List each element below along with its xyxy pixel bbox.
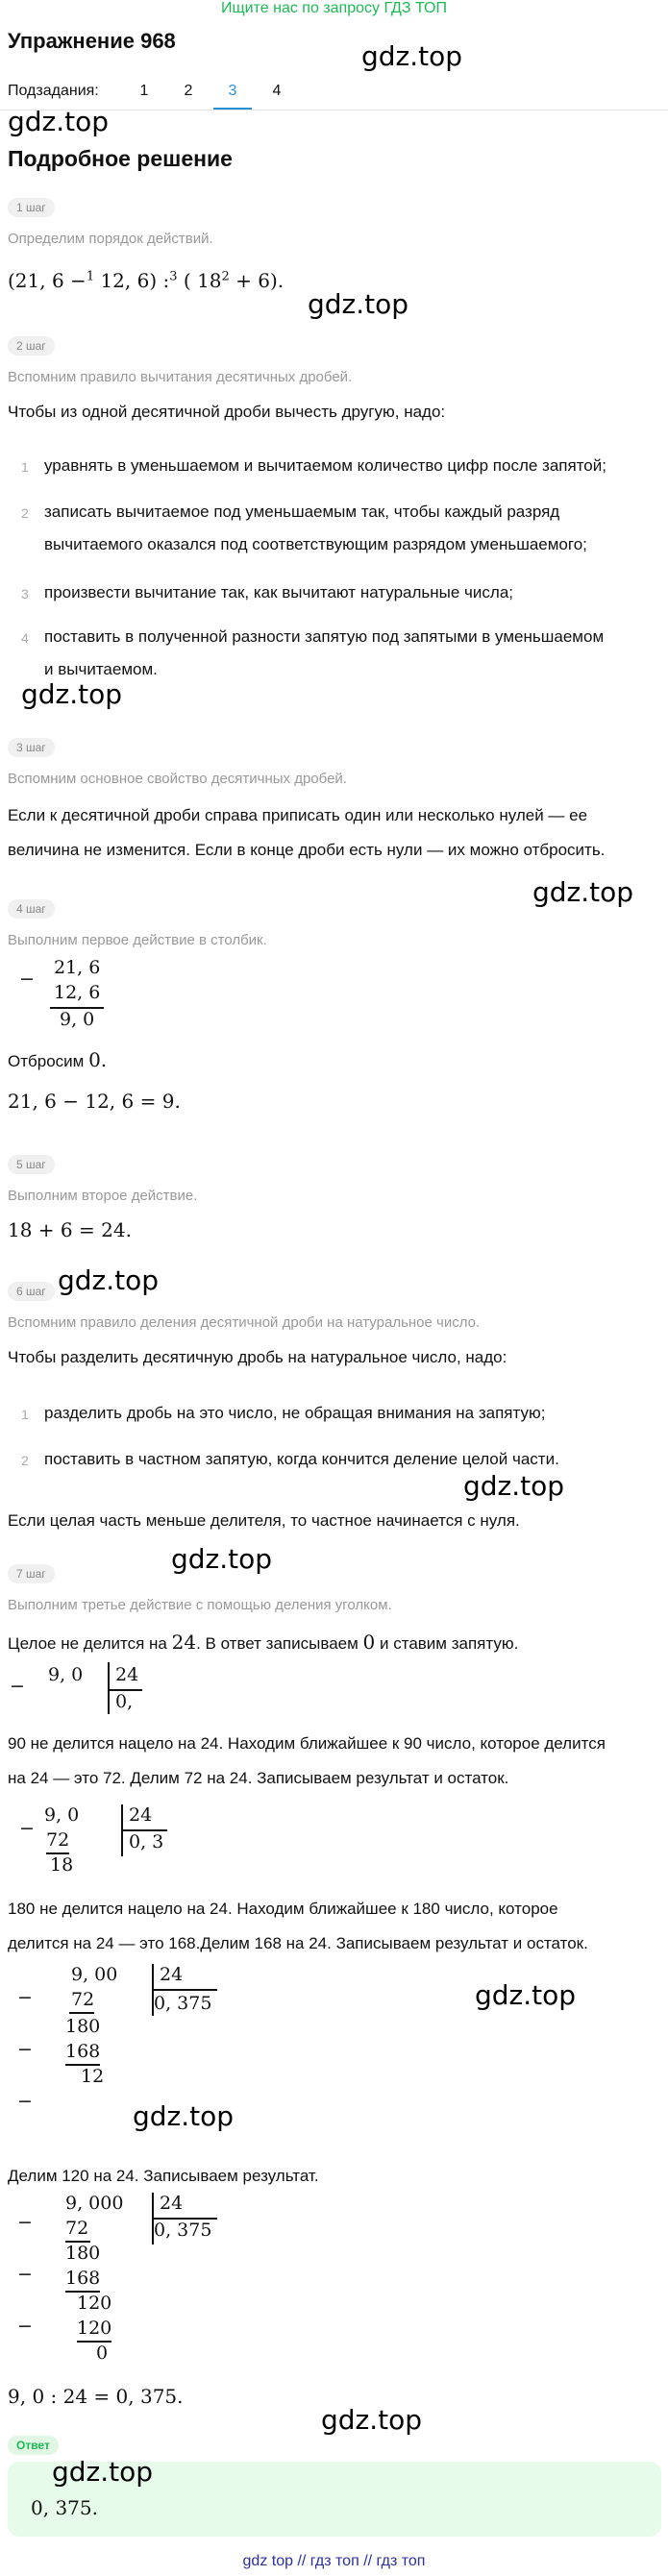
column-result: 9, 0	[60, 1009, 95, 1030]
subtasks-label: Подзадания:	[8, 83, 99, 99]
watermark: gdz.top	[475, 1979, 577, 2011]
watermark: gdz.top	[532, 876, 634, 908]
minus-sign: −	[17, 2212, 33, 2233]
expr-part: (	[183, 269, 191, 292]
watermark: gdz.top	[321, 2404, 423, 2436]
expr-part: + 6).	[235, 269, 285, 292]
paragraph: делится на 24 — это 168.Делим 168 на 24. Записываем результат и остаток.	[8, 1934, 588, 1952]
step-badge: 3 шаг	[8, 738, 55, 757]
step-badge: 6 шаг	[8, 1282, 55, 1301]
number: 24	[171, 1631, 197, 1654]
order-mark: 1	[86, 269, 95, 284]
dividend: 9, 0	[44, 1804, 80, 1826]
dividend: 9, 000	[65, 2193, 124, 2214]
dividend: 9, 0	[48, 1664, 84, 1685]
expr-part: 12, 6) :	[100, 269, 170, 292]
minus-sign: −	[19, 1818, 35, 1839]
subtrahend: 72	[71, 1989, 95, 2010]
section-title: Подробное решение	[8, 146, 233, 171]
divisor: 24	[115, 1664, 139, 1685]
subtask-tab-2[interactable]: 2	[184, 83, 193, 99]
paragraph: 180 не делится нацело на 24. Находим ближайшее к 180 число, которое	[8, 1900, 558, 1918]
subtrahend: 72	[46, 1829, 70, 1851]
quotient: 0,	[115, 1691, 134, 1712]
quotient: 0, 375	[154, 2220, 212, 2241]
divisor: 24	[129, 1804, 153, 1826]
remainder: 18	[50, 1854, 74, 1876]
quotient: 0, 3	[129, 1831, 164, 1852]
list-item: и вычитаемом.	[44, 660, 158, 678]
step-badge: 4 шаг	[8, 899, 55, 919]
remainder: 120	[77, 2293, 112, 2314]
minus-sign: −	[17, 2091, 33, 2112]
watermark: gdz.top	[52, 2456, 154, 2488]
remainder: 12	[81, 2066, 105, 2087]
step-result: 21, 6 − 12, 6 = 9.	[8, 1090, 181, 1113]
list-number: 4	[21, 630, 29, 646]
subtrahend: 168	[65, 2268, 101, 2289]
step-hint: Вспомним правило вычитания десятичных дробей.	[8, 369, 353, 385]
step-hint: Вспомним основное свойство десятичных дробей.	[8, 771, 347, 787]
watermark: gdz.top	[133, 2100, 235, 2132]
list-item: записать вычитаемое под уменьшаемым так, чтобы каждый разряд	[44, 503, 560, 521]
step-hint: Выполним первое действие в столбик.	[8, 932, 267, 948]
top-banner-link[interactable]: Ищите нас по запросу ГДЗ ТОП	[221, 0, 447, 16]
remainder: 180	[65, 2243, 101, 2264]
minus-sign: −	[10, 1676, 25, 1697]
subtask-tab-1[interactable]: 1	[139, 83, 149, 99]
paragraph: 90 не делится нацело на 24. Находим ближайшее к 90 число, которое делится	[8, 1734, 606, 1753]
division-line	[154, 1989, 217, 1991]
watermark: gdz.top	[361, 40, 463, 72]
step-badge: 7 шаг	[8, 1564, 55, 1583]
remainder: 180	[65, 2016, 101, 2037]
subtrahend: 72	[65, 2218, 89, 2239]
minus-sign: −	[17, 2039, 33, 2060]
quotient: 0, 375	[154, 1993, 212, 2014]
watermark: gdz.top	[21, 678, 123, 710]
text: и ставим запятую.	[380, 1634, 519, 1653]
list-item: произвести вычитание так, как вычитают натуральные числа;	[44, 583, 513, 601]
list-number: 2	[21, 1453, 29, 1468]
list-item: поставить в частном запятую, когда кончится деление целой части.	[44, 1450, 559, 1468]
watermark: gdz.top	[171, 1543, 273, 1575]
note-text	[8, 1043, 661, 1078]
rule-intro: Чтобы разделить десятичную дробь на натуральное число, надо:	[8, 1348, 507, 1366]
paragraph	[8, 1626, 661, 1660]
step-result: 9, 0 : 24 = 0, 375.	[8, 2385, 184, 2408]
step-result: 18 + 6 = 24.	[8, 1218, 132, 1241]
dividend: 9, 00	[71, 1964, 118, 1985]
expr-part: 18	[197, 269, 222, 292]
subtrahend: 120	[77, 2318, 112, 2339]
divisor: 24	[160, 2193, 184, 2214]
order-mark: 3	[169, 269, 178, 284]
watermark: gdz.top	[308, 288, 409, 320]
list-number: 3	[21, 586, 29, 601]
minus-sign: −	[17, 2316, 33, 2337]
remainder: 0	[96, 2343, 109, 2364]
rule-intro: Чтобы из одной десятичной дроби вычесть другую, надо:	[8, 403, 446, 421]
step-badge: 2 шаг	[8, 336, 55, 356]
order-mark: 2	[221, 269, 230, 284]
paragraph: Делим 120 на 24. Записываем результат.	[8, 2167, 319, 2185]
number: 0	[362, 1631, 376, 1654]
step-hint: Выполним третье действие с помощью деления уголком.	[8, 1597, 392, 1613]
list-item: уравнять в уменьшаемом и вычитаемом количество цифр после запятой;	[44, 456, 606, 475]
step-hint: Вспомним правило деления десятичной дроби на натуральное число.	[8, 1314, 481, 1331]
list-item: вычитаемого оказался под соответствующим разрядом уменьшаемого;	[44, 535, 587, 553]
footer-links[interactable]: gdz top // гдз топ // гдз топ	[242, 2553, 426, 2569]
subtrahend: 168	[65, 2041, 101, 2062]
page-title: Упражнение 968	[8, 29, 176, 53]
list-item: поставить в полученной разности запятую под запятыми в уменьшаемом	[44, 627, 605, 646]
watermark: gdz.top	[463, 1470, 565, 1502]
subtask-tab-4[interactable]: 4	[272, 83, 282, 99]
list-item: разделить дробь на это число, не обращая внимания на запятую;	[44, 1404, 546, 1422]
expr-part: (21, 6 −	[8, 269, 87, 292]
divisor: 24	[160, 1964, 184, 1985]
step-hint: Выполним второе действие.	[8, 1188, 198, 1204]
step-hint: Определим порядок действий.	[8, 231, 213, 247]
step-badge: 5 шаг	[8, 1155, 55, 1174]
answer-badge: Ответ	[8, 2436, 59, 2455]
list-number: 1	[21, 1407, 29, 1422]
step-badge: 1 шаг	[8, 198, 55, 217]
column-row: 12, 6	[54, 982, 101, 1003]
text: . В ответ записываем	[196, 1634, 359, 1653]
list-number: 1	[21, 459, 29, 475]
minus-sign: −	[17, 2264, 33, 2285]
rule-text: Если целая часть меньше делителя, то частное начинается с нуля.	[8, 1511, 520, 1530]
subtask-tab-3[interactable]: 3	[228, 83, 237, 99]
expression	[8, 269, 284, 292]
paragraph: на 24 — это 72. Делим 72 на 24. Записываем результат и остаток.	[8, 1769, 509, 1787]
watermark: gdz.top	[8, 106, 110, 137]
minus-sign: −	[17, 1987, 33, 2008]
rule-text: Если к десятичной дроби справа приписать один или несколько нулей — ее	[8, 806, 588, 824]
note-label: Отбросим	[8, 1052, 85, 1070]
column-row: 21, 6	[54, 957, 101, 978]
watermark: gdz.top	[58, 1264, 160, 1296]
column-line	[69, 2012, 94, 2014]
list-number: 2	[21, 505, 29, 521]
division-bar	[108, 1662, 110, 1714]
note-value: 0.	[88, 1048, 108, 1071]
text: Целое не делится на	[8, 1634, 167, 1653]
answer-value: 0, 375.	[31, 2496, 98, 2519]
minus-sign: −	[19, 969, 35, 990]
rule-text: величина не изменится. Если в конце дроби есть нули — их можно отбросить.	[8, 841, 606, 859]
